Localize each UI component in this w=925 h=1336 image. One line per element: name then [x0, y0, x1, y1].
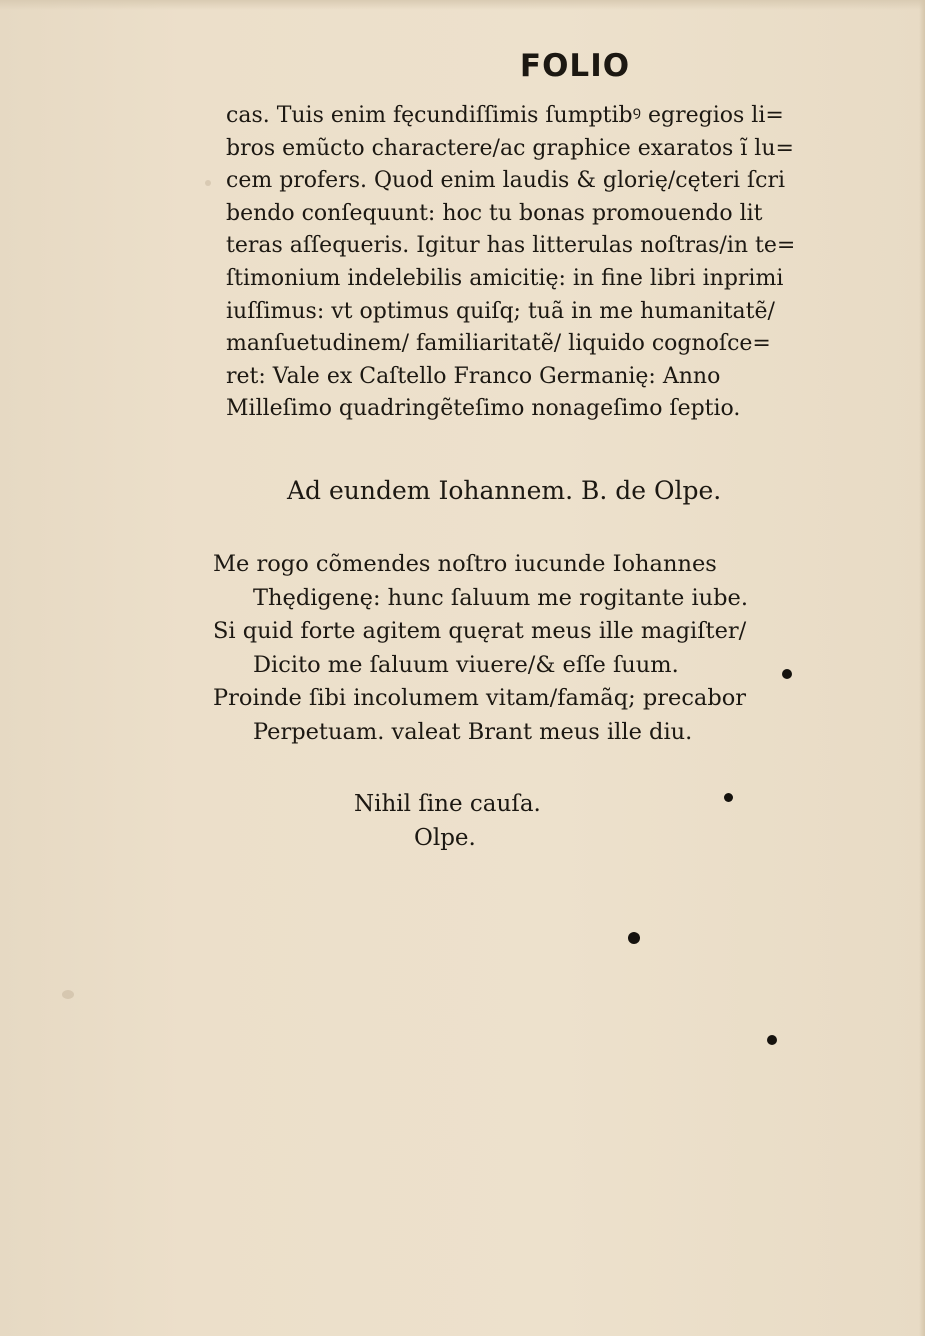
- prose-line: Milleſimo quadringẽteſimo nonageſimo ſeptio.: [226, 396, 741, 422]
- prose-line: teras aſſequeris. Igitur has litterulas noſtras/in te=: [226, 233, 796, 259]
- prose-line: bros emũcto charactere/ac graphice exaratos ĩ lu=: [226, 135, 794, 161]
- prose-line: bendo conſequunt: hoc tu bonas promouendo lit: [226, 200, 763, 226]
- motto-block: [354, 787, 541, 855]
- paper-stain: [62, 990, 74, 999]
- prose-block: [226, 100, 866, 426]
- prose-line: ret: Vale ex Caſtello Franco Germanię: Anno: [226, 363, 721, 389]
- verse-line: Proinde ſibi incolumem vitam/famãq; precabor: [213, 685, 747, 711]
- ink-dot: [767, 1035, 777, 1045]
- prose-line: ſtimonium indelebilis amicitię: in fine libri inprimi: [226, 265, 784, 291]
- verse-line: Si quid forte agitem quęrat meus ille magiſter/: [213, 618, 747, 644]
- poem-block: [213, 548, 853, 749]
- prose-line: cem profers. Quod enim laudis & glorię/cęteri ſcri: [226, 168, 786, 194]
- page-right-edge: [919, 0, 925, 1336]
- prose-line: iuſſimus: vt optimus quiſq; tuã in me humanitatẽ/: [226, 298, 775, 324]
- folio-heading: FOLIO: [519, 48, 631, 84]
- verse-line: Thędigenę: hunc ſaluum me rogitante iube.: [253, 584, 749, 611]
- motto-text: Nihil ſine cauſa.: [354, 791, 541, 817]
- ink-dot: [782, 669, 792, 679]
- paper-stain: [205, 180, 211, 186]
- ink-dot: [628, 932, 640, 944]
- verse-line: Me rogo cõmendes noſtro iucunde Iohannes: [213, 551, 717, 577]
- prose-line: manſuetudinem/ familiaritatẽ/ liquido cognoſce=: [226, 331, 771, 357]
- prose-line: cas. Tuis enim fęcundiſſimis ſumptibꝰ egregios li=: [226, 103, 784, 128]
- poem-title: Ad eundem Iohannem. B. de Olpe.: [287, 476, 722, 505]
- verse-line: Perpetuam. valeat Brant meus ille diu.: [253, 718, 693, 745]
- page-top-edge: [0, 0, 925, 10]
- verse-line: Dicito me ſaluum viuere/& eſſe ſuum.: [253, 651, 679, 678]
- signature-text: Olpe.: [414, 825, 476, 851]
- ink-dot: [724, 793, 733, 802]
